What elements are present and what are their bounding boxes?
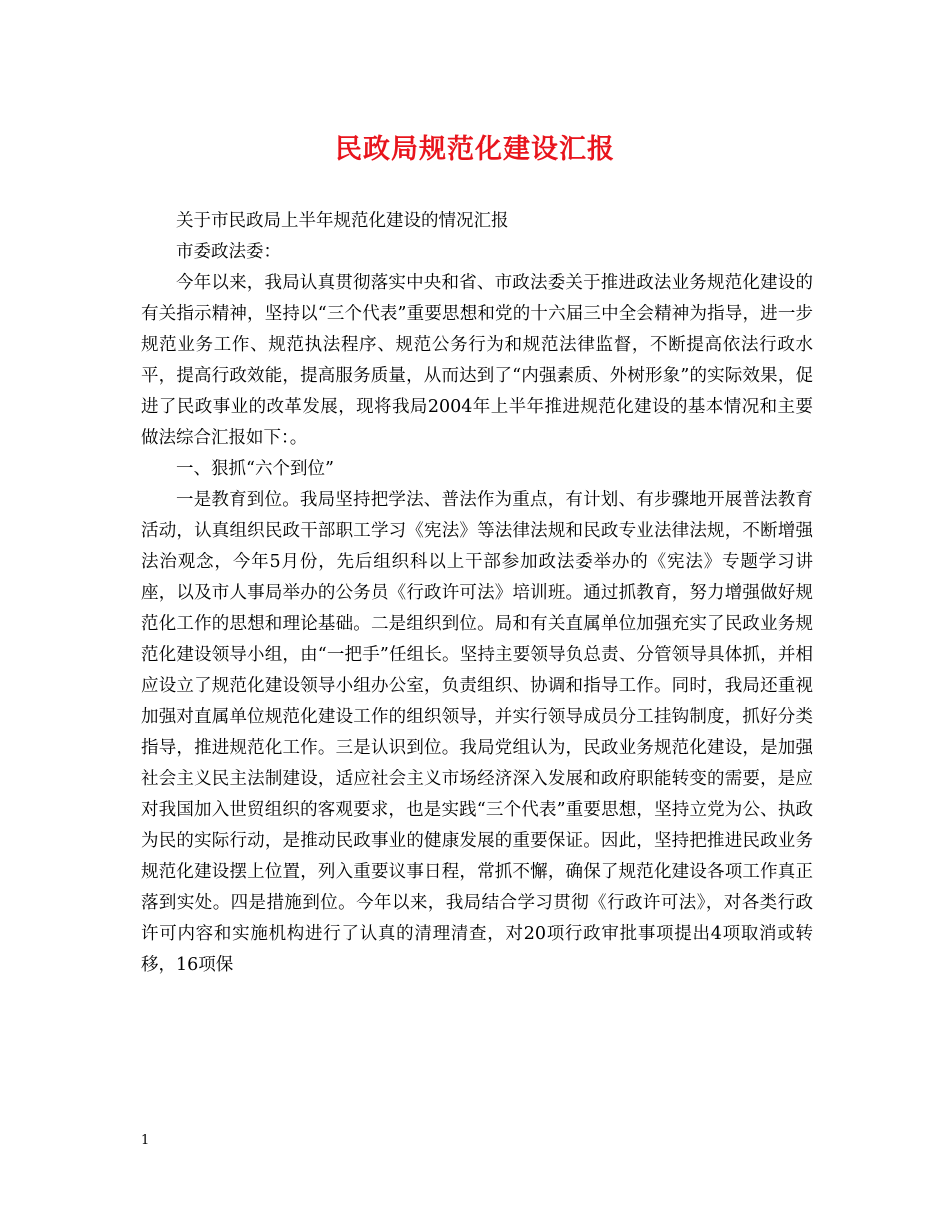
body-paragraph: 一是教育到位。我局坚持把学法、普法作为重点，有计划、有步骤地开展普法教育活动，认真组织民政干部职工学习《宪法》等法律法规和民政专业法律法规，不断增强法治观念，今年5月份，先后组织科以上干部参加政法委举办的《宪法》专题学习讲座，以及市人事局举办的公务员《行政许可法》培训班。通过抓教育，努力增强做好规范化工作的思想和理论基础。二是组织到位。局和有关直属单位加强充实了民政业务规范化建设领导小组，由“一把手”任组长。坚持主要领导负总责、分管领导具体抓，并相应设立了规范化建设领导小组办公室，负责组织、协调和指导工作。同时，我局还重视加强对直属单位规范化建设工作的组织领导，并实行领导成员分工挂钩制度，抓好分类指导，推进规范化工作。三是认识到位。我局党组认为，民政业务规范化建设，是加强社会主义民主法制建设，适应社会主义市场经济深入发展和政府职能转变的需要，是应对我国加入世贸组织的客观要求，也是实践“三个代表”重要思想，坚持立党为公、执政为民的实际行动，是推动民政事业的健康发展的重要保证。因此，坚持把推进民政业务规范化建设摆上位置，列入重要议事日程，常抓不懈，确保了规范化建设各项工作真正落到实处。四是措施到位。今年以来，我局结合学习贯彻《行政许可法》，对各类行政许可内容和实施机构进行了认真的清理清查，对20项行政审批事项提出4项取消或转移，16项保 <box>141 490 813 975</box>
document-body <box>141 206 813 981</box>
document-title: 民政局规范化建设汇报 <box>335 134 615 165</box>
section-heading: 一、狠抓“六个到位” <box>176 459 334 479</box>
report-subtitle-paragraph: 关于市民政局上半年规范化建设的情况汇报 <box>176 211 509 231</box>
page-number: 1 <box>141 1133 150 1148</box>
intro-paragraph: 今年以来，我局认真贯彻落实中央和省、市政法委关于推进政法业务规范化建设的有关指示精神，坚持以“三个代表”重要思想和党的十六届三中全会精神为指导，进一步规范业务工作、规范执法程序、规范公务行为和规范法律监督，不断提高依法行政水平，提高行政效能，提高服务质量，从而达到了“内强素质、外树形象”的实际效果，促进了民政事业的改革发展，现将我局2004年上半年推进规范化建设的基本情况和主要做法综合汇报如下：。 <box>141 273 813 448</box>
addressee-paragraph: 市委政法委： <box>176 242 281 262</box>
